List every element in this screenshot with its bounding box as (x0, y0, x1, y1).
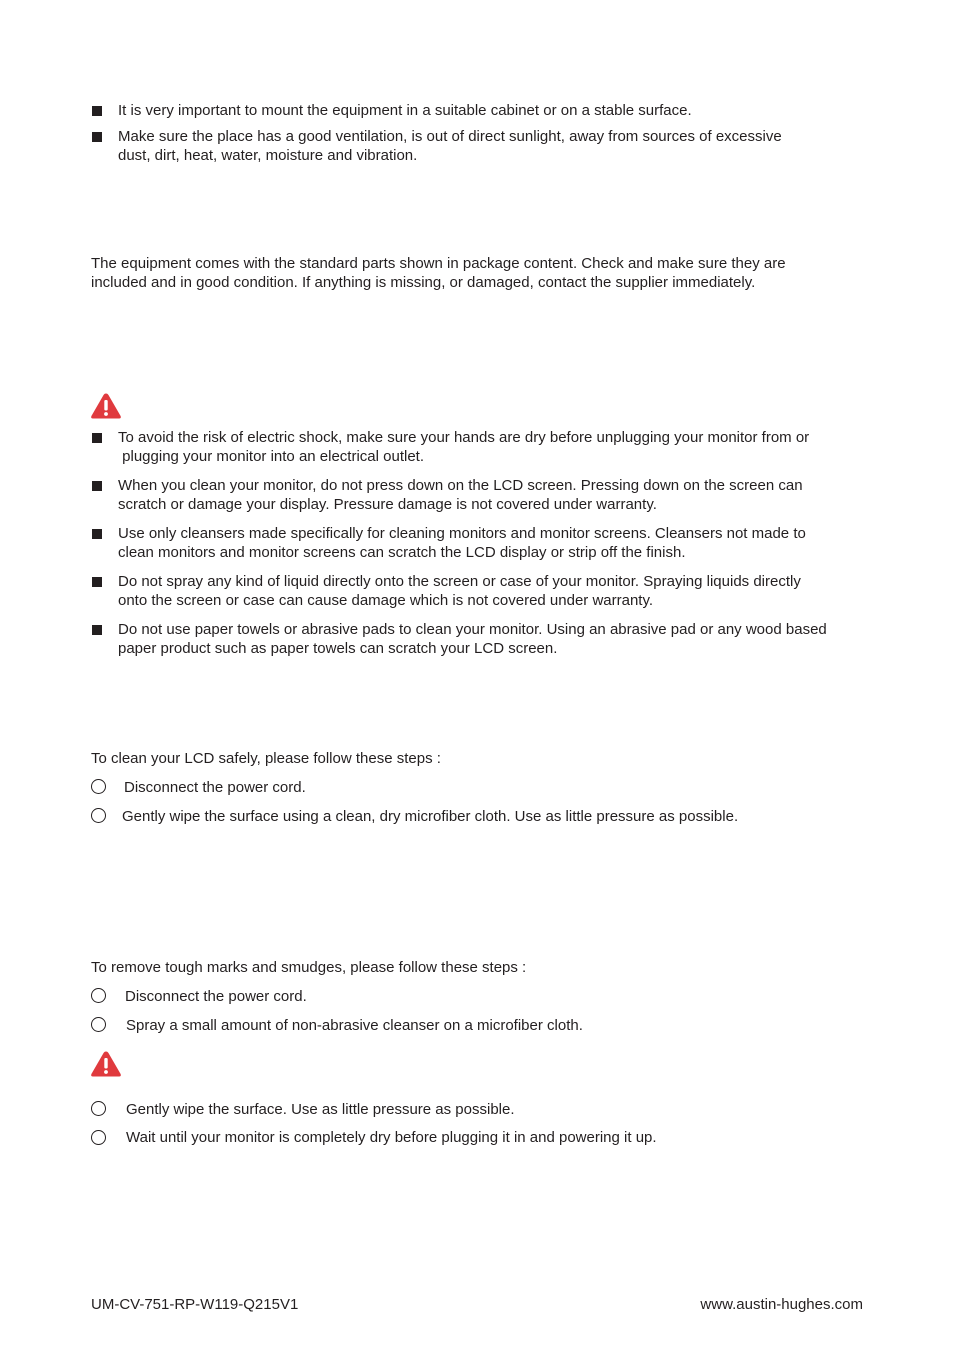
warning-triangle-icon (90, 392, 122, 420)
package-line-2: included and in good condition. If anything is missing, or damaged, contact the supplier immediately. (91, 274, 756, 291)
package-line-1: The equipment comes with the standard parts shown in package content. Check and make sure they are (91, 255, 786, 272)
warning-bullet-4-line-2: onto the screen or case can cause damage which is not covered under warranty. (118, 592, 654, 609)
warning-bullet-4-line-1: Do not spray any kind of liquid directly onto the screen or case of your monitor. Spraying liquids directly (118, 573, 801, 590)
bullet-square (92, 529, 102, 539)
bullet-square (92, 625, 102, 635)
step-circle-icon (91, 1017, 106, 1032)
tough-marks-intro: To remove tough marks and smudges, please follow these steps : (91, 959, 527, 976)
tough-marks-step-4: Wait until your monitor is completely dry before plugging it in and powering it up. (126, 1129, 657, 1146)
footer-website: www.austin-hughes.com (700, 1296, 863, 1313)
tough-marks-step-3: Gently wipe the surface. Use as little pressure as possible. (126, 1101, 515, 1118)
step-circle-icon (91, 1130, 106, 1145)
warning-bullet-2-line-1: When you clean your monitor, do not press down on the LCD screen. Pressing down on the screen can (118, 477, 803, 494)
safe-clean-intro: To clean your LCD safely, please follow these steps : (91, 750, 441, 767)
tough-marks-step-1: Disconnect the power cord. (125, 988, 307, 1005)
bullet-square (92, 132, 102, 142)
tough-marks-step-2: Spray a small amount of non-abrasive cleanser on a microfiber cloth. (126, 1017, 583, 1034)
installation-bullet-2-line-1: Make sure the place has a good ventilation, is out of direct sunlight, away from sources of excessive (118, 128, 782, 145)
warning-bullet-5-line-2: paper product such as paper towels can scratch your LCD screen. (118, 640, 558, 657)
bullet-square (92, 577, 102, 587)
step-circle-icon (91, 808, 106, 823)
warning-bullet-2-line-2: scratch or damage your display. Pressure damage is not covered under warranty. (118, 496, 657, 513)
footer-doc-code: UM-CV-751-RP-W119-Q215V1 (91, 1296, 299, 1313)
step-circle-icon (91, 1101, 106, 1116)
warning-bullet-1-line-1: To avoid the risk of electric shock, make sure your hands are dry before unplugging your monitor from or (118, 429, 810, 446)
installation-bullet-2-line-2: dust, dirt, heat, water, moisture and vibration. (118, 147, 418, 164)
step-circle-icon (91, 988, 106, 1003)
safe-clean-step-2: Gently wipe the surface using a clean, dry microfiber cloth. Use as little pressure as possible. (122, 808, 739, 825)
bullet-square (92, 481, 102, 491)
warning-bullet-3-line-2: clean monitors and monitor screens can scratch the LCD display or strip off the finish. (118, 544, 686, 561)
installation-bullet-1: It is very important to mount the equipment in a suitable cabinet or on a stable surface. (118, 102, 692, 119)
bullet-square (92, 106, 102, 116)
warning-bullet-5-line-1: Do not use paper towels or abrasive pads to clean your monitor. Using an abrasive pad or any wood based (118, 621, 827, 638)
safe-clean-step-1: Disconnect the power cord. (124, 779, 306, 796)
step-circle-icon (91, 779, 106, 794)
warning-triangle-icon (90, 1050, 122, 1078)
warning-bullet-3-line-1: Use only cleansers made specifically for cleaning monitors and monitor screens. Cleansers not made to (118, 525, 806, 542)
warning-bullet-1-line-2: plugging your monitor into an electrical outlet. (118, 448, 425, 465)
bullet-square (92, 433, 102, 443)
